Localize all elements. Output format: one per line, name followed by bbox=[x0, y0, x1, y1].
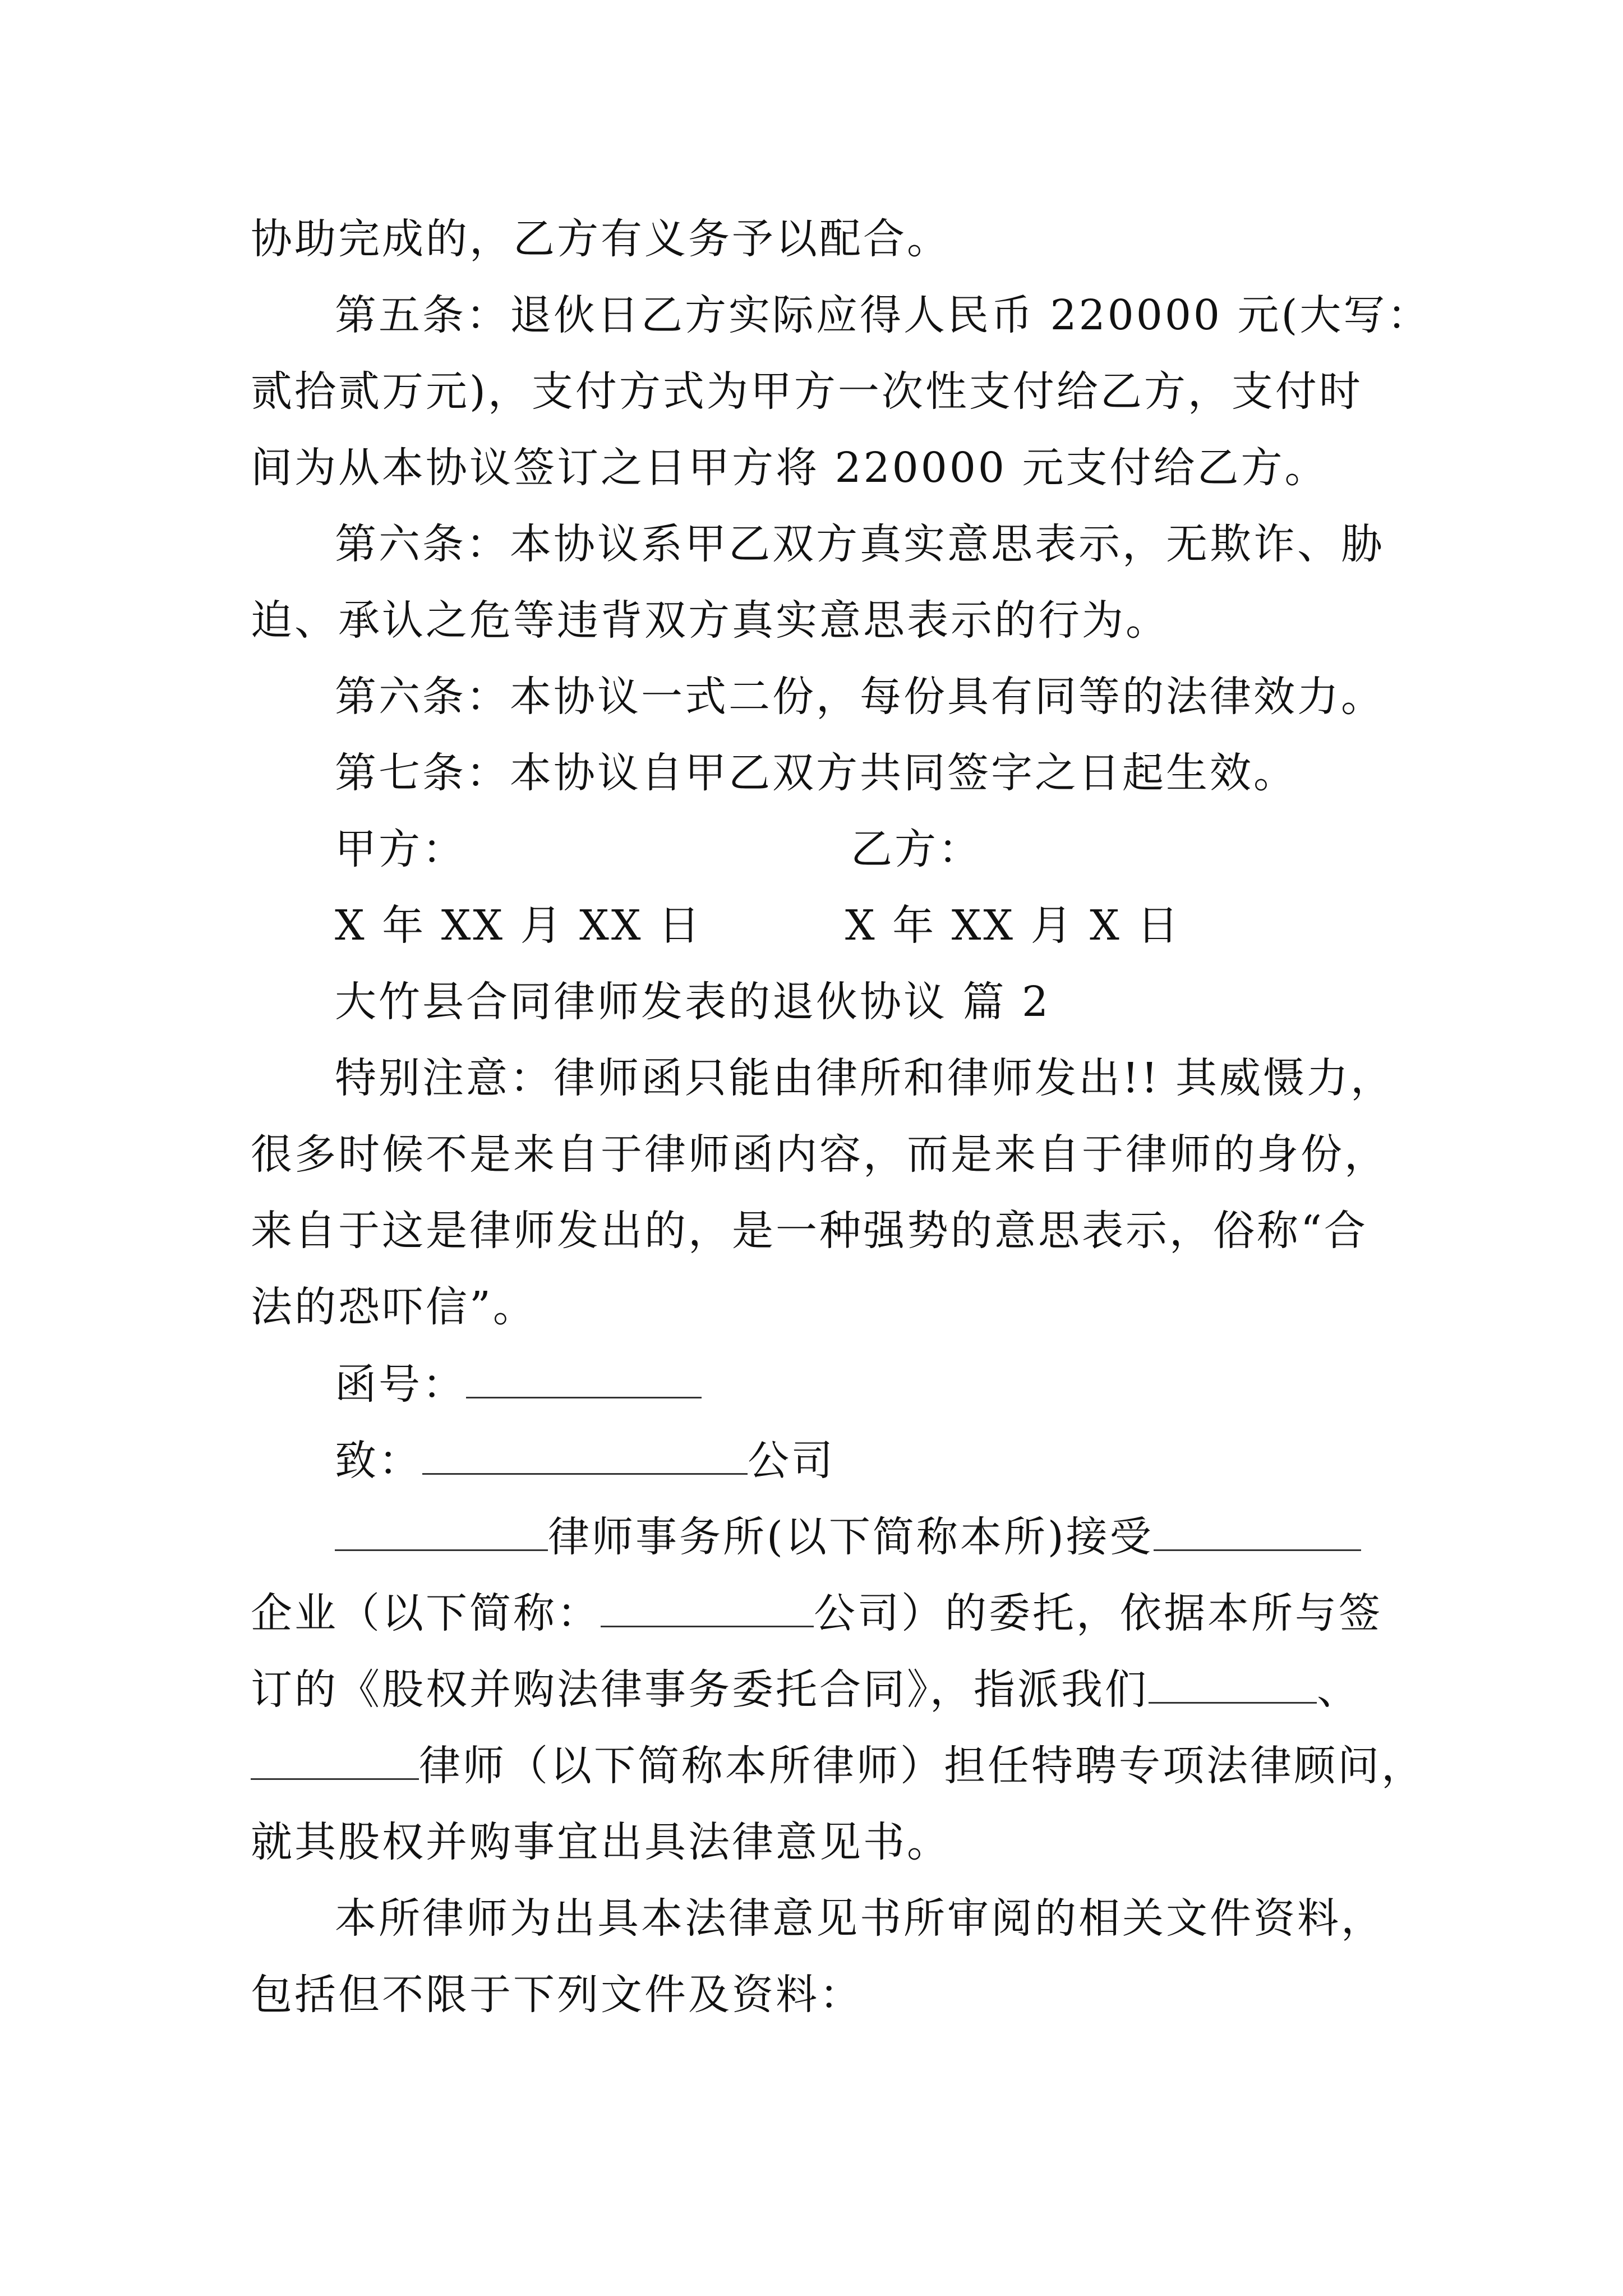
company-short-blank bbox=[601, 1592, 814, 1627]
letter-para-text-3a: 订的《股权并购法律事务委托合同》，指派我们 bbox=[251, 1665, 1149, 1714]
letter-recipient-line bbox=[335, 1433, 835, 1489]
section-title: 大竹县合同律师发表的退伙协议 篇 2 bbox=[335, 978, 1051, 1026]
recipient-label: 致： bbox=[335, 1437, 422, 1485]
article-5-line-2: 贰拾贰万元)，支付方式为甲方一次性支付给乙方，支付时 bbox=[251, 367, 1363, 416]
article-6-line-1: 第六条：本协议系甲乙双方真实意思表示，无欺诈、胁 bbox=[335, 520, 1385, 568]
party-b-date: X 年 XX 月 X 日 bbox=[845, 901, 1181, 950]
recipient-blank bbox=[422, 1439, 748, 1475]
letter-para-text-1: 律师事务所(以下简称本所)接受 bbox=[548, 1513, 1154, 1561]
letter-para-text-4: 律师（以下简称本所律师）担任特聘专项法律顾问， bbox=[419, 1742, 1425, 1790]
letter-number-line bbox=[335, 1356, 702, 1412]
article-5-line-3: 间为从本协议签订之日甲方将 220000 元支付给乙方。 bbox=[251, 444, 1329, 492]
letter-para-line-4 bbox=[251, 1738, 1425, 1794]
letter-para-line-3 bbox=[251, 1662, 1361, 1718]
letter-para-line-2 bbox=[251, 1585, 1382, 1641]
party-a-label: 甲方： bbox=[335, 825, 466, 873]
client-blank bbox=[1154, 1516, 1361, 1551]
article-7-line: 第七条：本协议自甲乙双方共同签字之日起生效。 bbox=[335, 749, 1297, 797]
notice-line-1: 特别注意：律师函只能由律所和律师发出!! 其威慑力， bbox=[335, 1054, 1394, 1102]
recipient-suffix: 公司 bbox=[748, 1437, 835, 1485]
letter-para-text-3b: 、 bbox=[1317, 1665, 1361, 1714]
party-b-label: 乙方： bbox=[851, 825, 982, 873]
documents-para-line-2: 包括但不限于下列文件及资料： bbox=[251, 1971, 863, 2019]
notice-line-2: 很多时候不是来自于律师函内容，而是来自于律师的身份， bbox=[251, 1130, 1388, 1179]
letter-para-line-5: 就其股权并购事宜出具法律意见书。 bbox=[251, 1818, 951, 1866]
article-6b-line: 第六条：本协议一式二份，每份具有同等的法律效力。 bbox=[335, 673, 1385, 721]
letter-para-line-1 bbox=[335, 1509, 1361, 1565]
lawyer-2-blank bbox=[251, 1745, 419, 1780]
law-firm-blank bbox=[335, 1516, 548, 1551]
letter-para-text-2a: 企业（以下简称： bbox=[251, 1589, 601, 1637]
letter-para-text-2b: 公司）的委托，依据本所与签 bbox=[814, 1589, 1382, 1637]
article-6-line-2: 迫、承认之危等违背双方真实意思表示的行为。 bbox=[251, 596, 1169, 645]
party-a-date: X 年 XX 月 XX 日 bbox=[335, 901, 703, 950]
text-line-1: 协助完成的，乙方有义务予以配合。 bbox=[251, 215, 951, 263]
letter-number-blank bbox=[466, 1363, 702, 1398]
article-5-line-1: 第五条：退伙日乙方实际应得人民币 220000 元(大写： bbox=[335, 291, 1431, 339]
notice-line-4: 法的恐吓信”。 bbox=[251, 1283, 537, 1331]
lawyer-1-blank bbox=[1149, 1668, 1317, 1704]
letter-number-label: 函号： bbox=[335, 1360, 466, 1409]
notice-line-3: 来自于这是律师发出的，是一种强势的意思表示，俗称“合 bbox=[251, 1207, 1368, 1255]
documents-para-line-1: 本所律师为出具本法律意见书所审阅的相关文件资料， bbox=[335, 1894, 1385, 1943]
